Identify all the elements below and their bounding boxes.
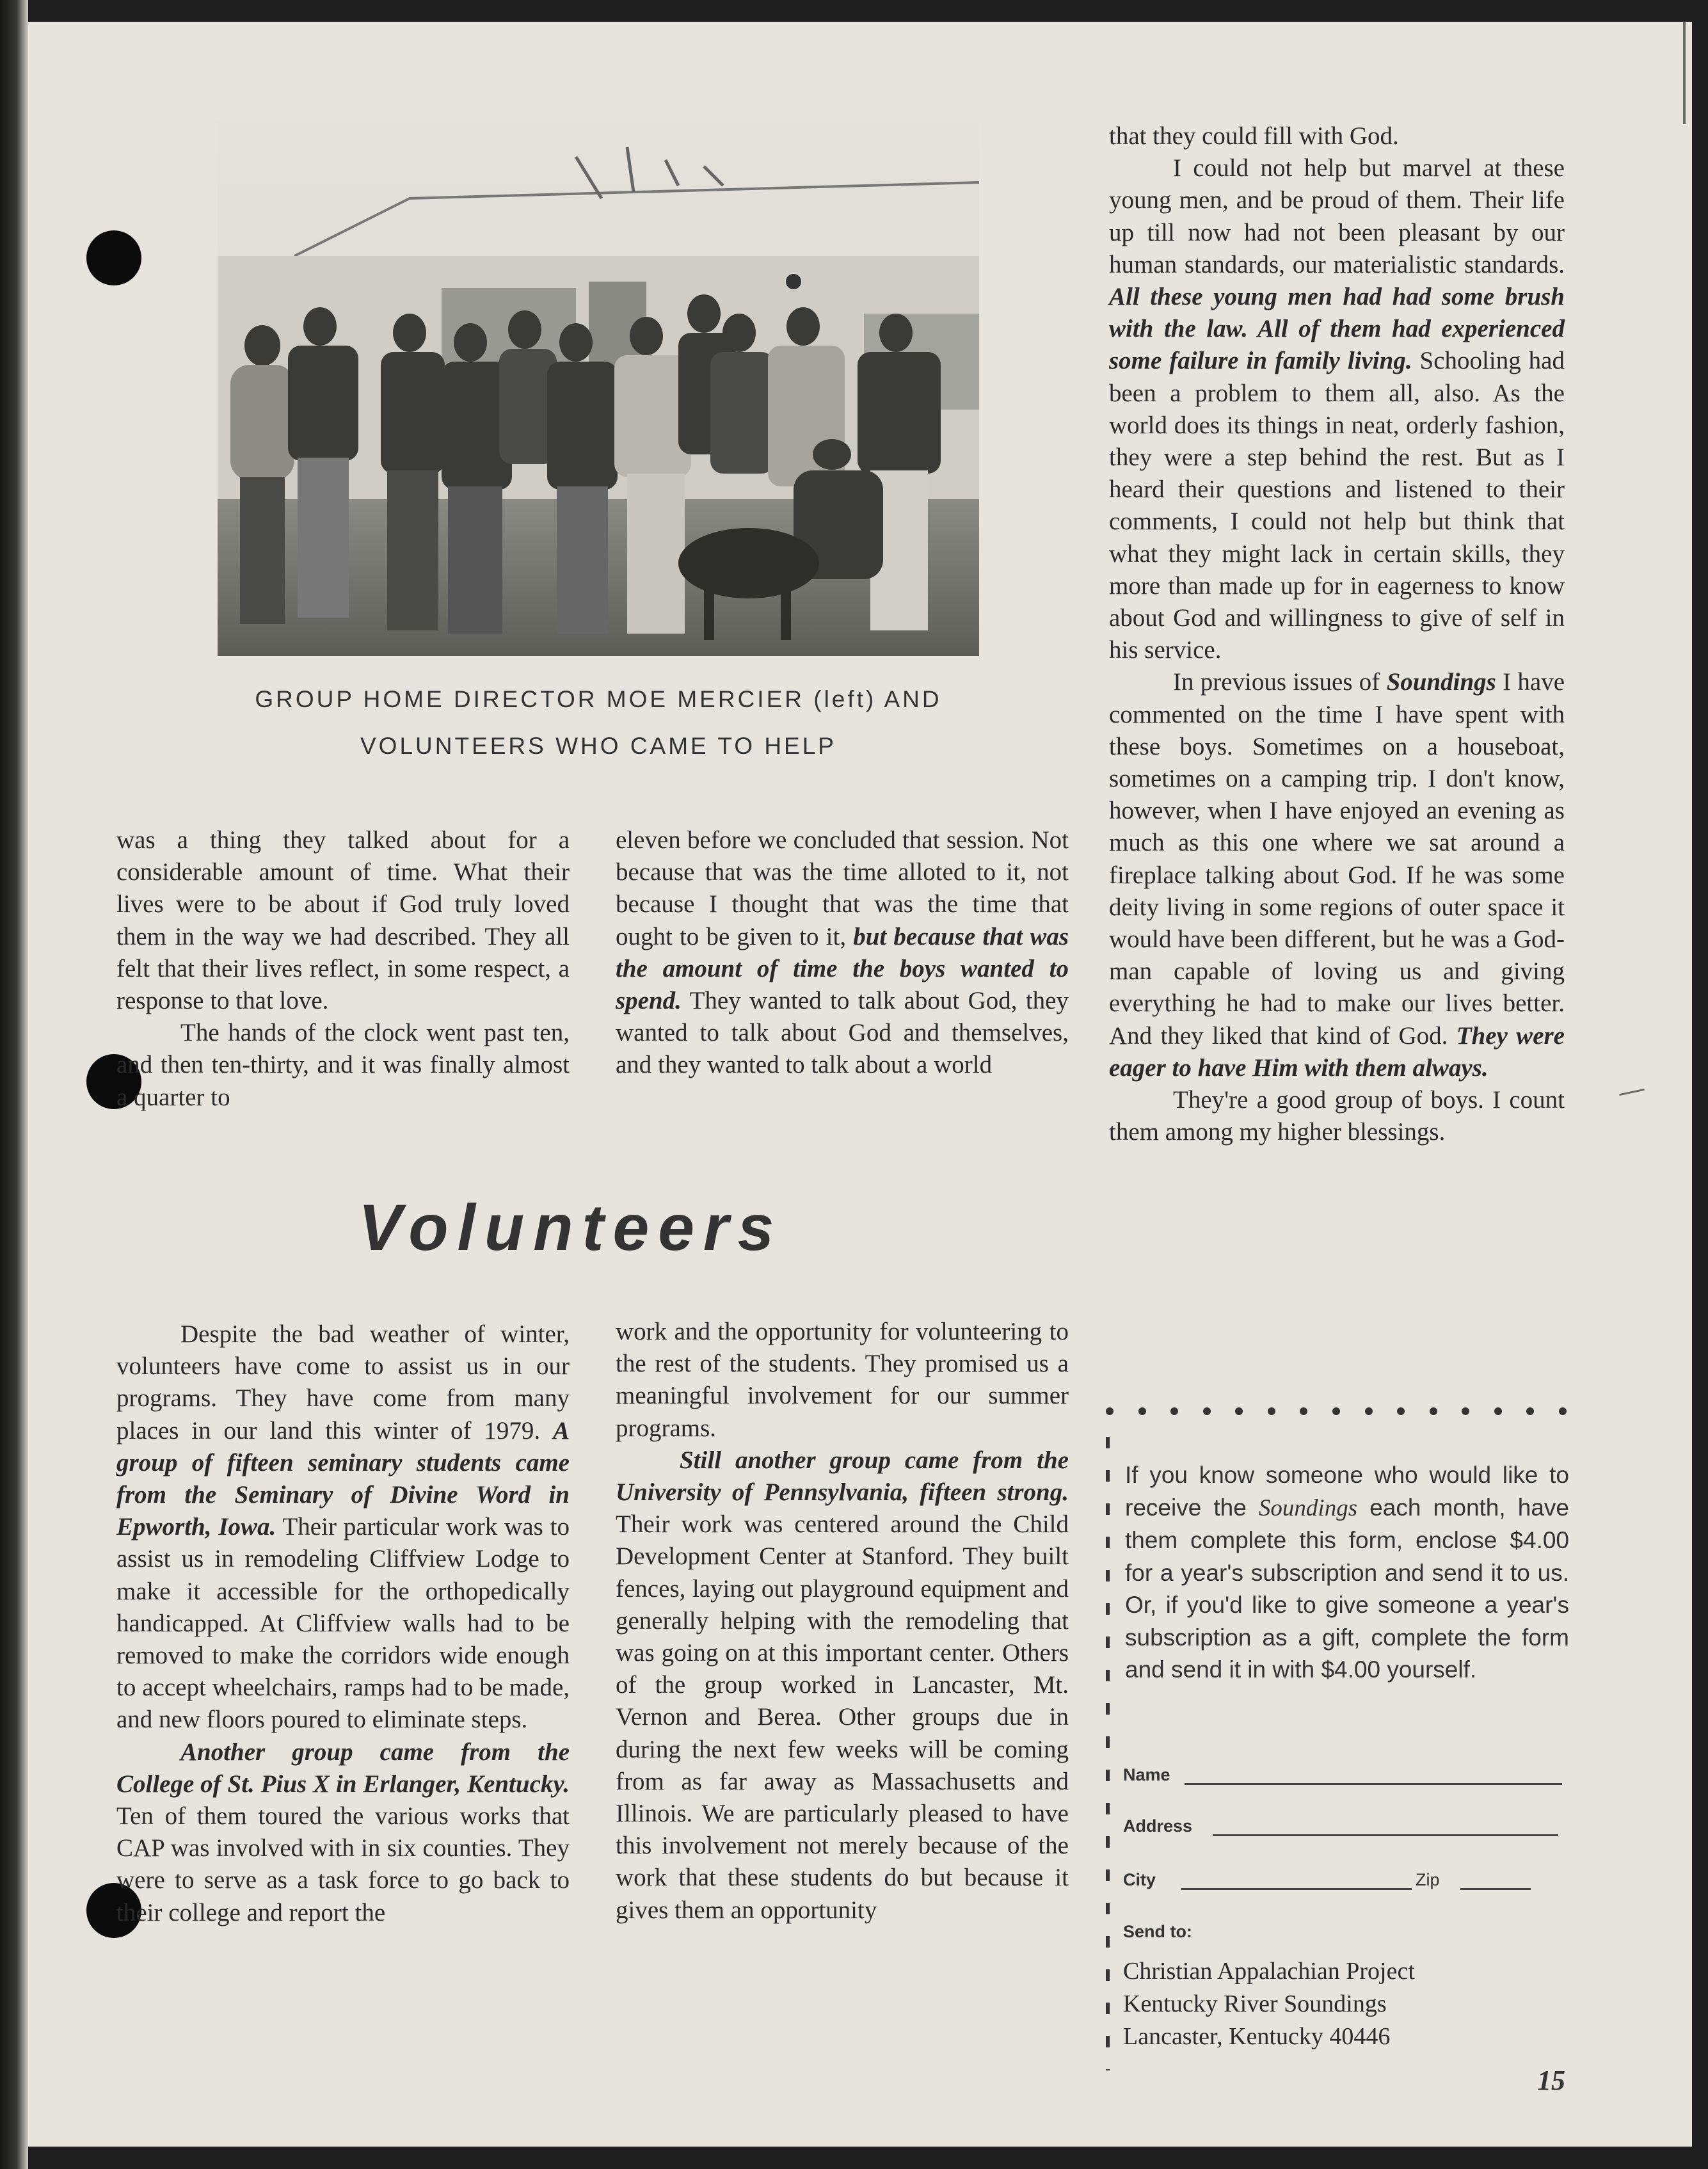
volunteers-col2-emphasis: Still another group came from the University of Pennsylvania, fifteen strong. (616, 1446, 1069, 1507)
address-line-2: Kentucky River Soundings (1123, 1990, 1387, 2017)
story-col3-para-3 (1109, 666, 1565, 1084)
story-column-2 (616, 824, 1069, 1082)
story-col2-para-1 (616, 824, 1069, 1082)
story-column-1 (116, 824, 570, 1114)
volunteers-col1-para-2 (116, 1736, 570, 1929)
address-label: Address (1123, 1816, 1193, 1836)
volunteers-col1-emphasis: A group of fifteen seminary students came from the Seminary of Divine Word in Epworth, Iowa. (116, 1416, 570, 1541)
volunteers-headline: Volunteers (358, 1191, 783, 1264)
story-col1-para-2: The hands of the clock went past ten, and then ten-thirty, and it was finally almost a quarter to (116, 1019, 570, 1111)
subscription-text-a: If you know someone who would like to receive the (1125, 1462, 1569, 1521)
photo-caption-line-1: GROUP HOME DIRECTOR MOE MERCIER (left) AND (255, 686, 942, 712)
name-field-row (1123, 1765, 1562, 1785)
volunteers-col2-text: Their work was centered around the Child Development Center at Stanford. They built fences, laying out playground equipment and generally helping with the remodeling that was going on at this important center. Others of the group worked in Lancaster, Mt. Vernon and Berea. Other groups due in during the next few weeks will be coming from as far away as Massachusetts and Illinois. We are particularly pleased to have this involvement not merely because of the work that these students do but because it gives them an opportunity (616, 1510, 1069, 1924)
page-number: 15 (1537, 2065, 1565, 2096)
address-line-3: Lancaster, Kentucky 40446 (1123, 2023, 1391, 2050)
photo-caption-line-2: VOLUNTEERS WHO CAME TO HELP (360, 733, 836, 759)
address-line-1: Christian Appalachian Project (1123, 1958, 1415, 1985)
group-photo-icon (218, 122, 979, 656)
city-field[interactable] (1181, 1885, 1412, 1890)
dashed-border (1106, 1437, 1110, 2070)
story-col3-p3-emphasis: They were eager to have Him with them always. (1109, 1021, 1565, 1082)
punch-hole-top (86, 230, 141, 285)
binder-edge (0, 0, 28, 2169)
subscription-text-b: each month, have them complete this form, enclose $4.00 for a year's subscription and send it to us. Or, if you'd like to give someone a year's subscription as a gift, complete the form and send it in with $4.00 yourself. (1125, 1494, 1569, 1683)
story-col3-text-b: Schooling had been a problem to them all, also. As the world does its things in neat, orderly fashion, they were a step behind the rest. But as I heard their questions and listened to their comments, I could not help but think that what they might lack in certain skills, they more than made up for in eagerness to know about God and willingness to give of self in his service. (1109, 347, 1565, 664)
story-col2-text-a: eleven before we concluded that session. Not because that was the time alloted to it, not because I thought that was the time that ought to be given to it, (616, 826, 1069, 950)
volunteers-col2-para-2 (616, 1445, 1069, 1926)
dotted-divider (1106, 1398, 1567, 1424)
subscription-text (1125, 1459, 1569, 1686)
volunteers-col1-text-b: Their particular work was to assist us in remodeling Cliffview Lodge to make it accessible for the orthopedically handicapped. At Cliffview walls had to be removed to make the corridors wide enough to accept wheelchairs, ramps had to be made, and new floors poured to eliminate steps. (116, 1513, 570, 1734)
story-col3-para-2 (1109, 152, 1565, 666)
story-col3-para-4: They're a good group of boys. I count them among my higher blessings. (1109, 1086, 1565, 1146)
page-edge-mark (1683, 22, 1686, 124)
story-column-3 (1109, 120, 1565, 1149)
subscription-soundings-title: Soundings (1258, 1494, 1358, 1521)
name-field[interactable] (1185, 1781, 1562, 1785)
story-col3-text-a: I could not help but marvel at these young men, and be proud of them. Their life up till now had not been pleasant by our human standards, our materialistic standards. (1109, 154, 1565, 278)
volunteers-col1-text-a: Despite the bad weather of winter, volunteers have come to assist us in our programs. They have come from many places in our land this winter of 1979. (116, 1320, 570, 1445)
volunteers-col1-p2-emphasis: Another group came from the College of St. Pius X in Erlanger, Kentucky. (116, 1738, 570, 1798)
story-col3-emphasis: All these young men had had some brush with the law. All of them had experienced some failure in family living. (1109, 283, 1565, 375)
send-to-label: Send to: (1123, 1922, 1192, 1941)
story-col2-emphasis: but because that was the amount of time the boys wanted to spend. (616, 922, 1069, 1015)
address-field[interactable] (1213, 1832, 1558, 1836)
story-col3-para-1: that they could fill with God. (1109, 122, 1399, 150)
send-to-row (1123, 1922, 1192, 1942)
group-photo (218, 122, 979, 656)
name-label: Name (1123, 1765, 1170, 1784)
city-label: City (1123, 1870, 1156, 1889)
mailing-address (1123, 1955, 1415, 2053)
city-zip-row (1123, 1870, 1531, 1890)
story-col2-text-b: They wanted to talk about God, they wanted to talk about God and themselves, and they wanted to talk about a world (616, 987, 1069, 1079)
volunteers-col1-p2-text: Ten of them toured the various works that CAP was involved with in six counties. They were to serve as a task force to go back to their college and report the (116, 1802, 570, 1926)
address-field-row (1123, 1816, 1558, 1836)
volunteers-col2-para-1: work and the opportunity for volunteering to the rest of the students. They promised us a meaningful involvement for our summer programs. (616, 1318, 1069, 1442)
zip-label: Zip (1416, 1870, 1440, 1889)
story-col3-soundings-title: Soundings (1386, 668, 1496, 696)
volunteers-col1-para-1 (116, 1318, 570, 1736)
volunteers-column-1 (116, 1318, 570, 1929)
volunteers-column-2 (616, 1316, 1069, 1926)
story-col3-p3-text-a: In previous issues of (1173, 668, 1387, 696)
story-col1-para-1: was a thing they talked about for a considerable amount of time. What their lives were to be about if God truly loved them in the way we had described. They all felt that their lives reflect, in some respect, a response to that love. (116, 826, 570, 1015)
story-col3-p3-text-b: I have commented on the time I have spent with these boys. Sometimes on a houseboat, sometimes on a camping trip. I don't know, however, when I have enjoyed an evening as much as this one where we sat around a fireplace talking about God. If he was some deity living in some regions of outer space it would have been different, but he was a God-man capable of loving us and giving everything he had to make our lives better. And they liked that kind of God. (1109, 668, 1565, 1050)
zip-field[interactable] (1460, 1885, 1531, 1890)
